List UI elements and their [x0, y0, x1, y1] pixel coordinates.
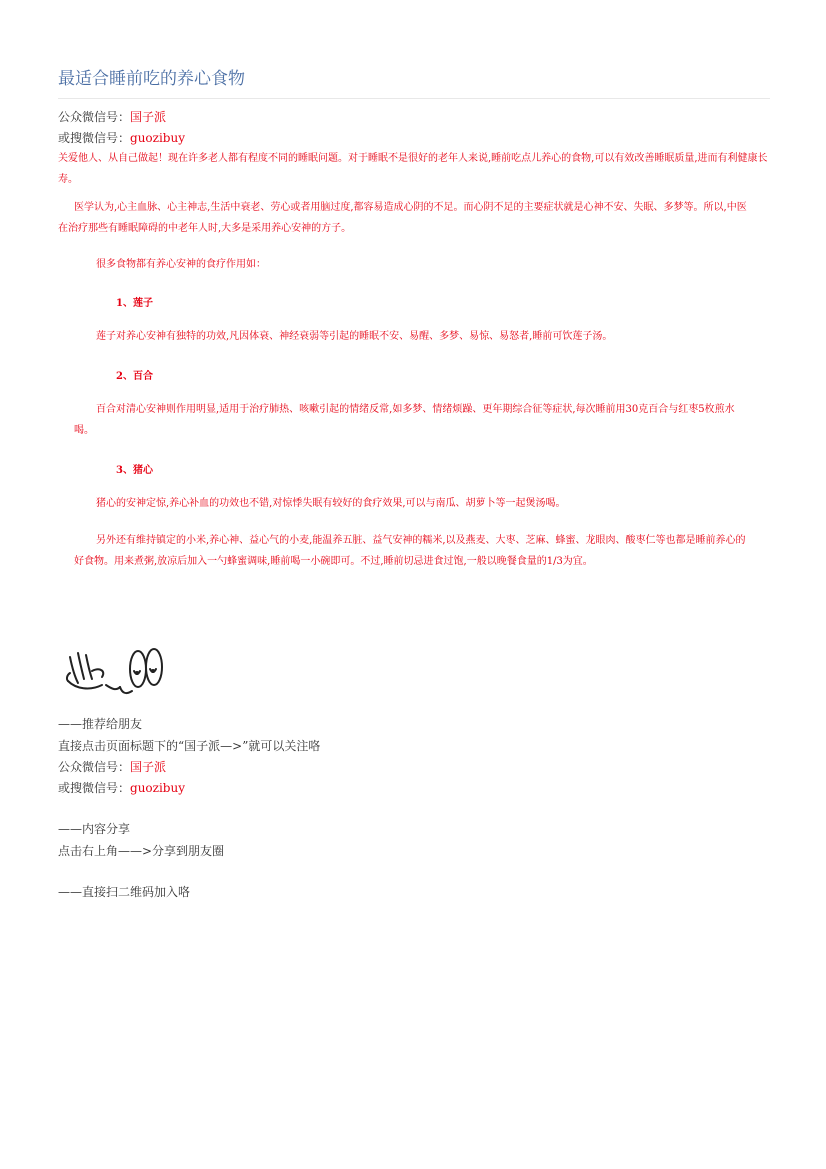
heading-lily: 2、百合 — [116, 371, 153, 382]
hand-logo-image — [62, 645, 166, 703]
paragraph-pig-heart: 猪心的安神定惊,养心补血的功效也不错,对惊悸失眠有较好的食疗效果,可以与南瓜、胡萝卜等一起煲汤喝。 — [96, 498, 566, 509]
footer-wechat-label: 公众微信号： — [58, 760, 131, 774]
page-title: 最适合睡前吃的养心食物 — [58, 69, 245, 89]
footer-wechat-link[interactable]: 国子派 — [130, 760, 167, 774]
follow-instruction: 直接点击页面标题下的“国子派—>”就可以关注咯 — [58, 739, 321, 753]
wechat-label: 公众微信号： — [58, 110, 131, 124]
share-instruction: 点击右上角——>分享到朋友圈 — [58, 844, 225, 858]
intro-paragraph: 关爱他人、从自己做起！现在许多老人都有程度不同的睡眠问题。对于睡眠不是很好的老年人来说,睡前吃点儿养心的食物,可以有效改善睡眠质量,进而有利健康长寿。 — [58, 153, 768, 185]
wechat-line — [58, 109, 166, 125]
footer-search-label: 或搜微信号： — [58, 781, 131, 795]
scan-qr-heading: ——直接扫二维码加入咯 — [58, 885, 191, 899]
heading-pig-heart: 3、猪心 — [116, 465, 153, 476]
search-value: guozibuy — [130, 131, 185, 145]
footer-search-value: guozibuy — [130, 781, 185, 795]
search-line — [58, 130, 185, 146]
search-label: 或搜微信号： — [58, 131, 131, 145]
recommend-heading: ——推荐给朋友 — [58, 717, 143, 731]
heading-lotus-seed: 1、莲子 — [116, 298, 153, 309]
footer-search-line — [58, 780, 185, 796]
footer-wechat-line — [58, 759, 166, 775]
paragraph-intro-foods: 很多食物都有养心安神的食疗作用如： — [96, 259, 266, 270]
paragraph-final: 另外还有维持镇定的小米,养心神、益心气的小麦,能温养五脏、益气安神的糯米,以及燕麦、大枣、芝麻、蜂蜜、龙眼肉、酸枣仁等也都是睡前养心的好食物。用来煮粥,放凉后加入一勺蜂蜜调味,睡前喝一小碗即可。不过,睡前切忌进食过饱,一般以晚餐食量的1/3为宜。 — [74, 535, 746, 567]
title-divider — [58, 98, 770, 99]
wechat-link[interactable]: 国子派 — [130, 110, 167, 124]
paragraph-lotus-seed: 莲子对养心安神有独特的功效,凡因体衰、神经衰弱等引起的睡眠不安、易醒、多梦、易惊、易怒者,睡前可饮莲子汤。 — [96, 331, 613, 342]
paragraph-medicine: 医学认为,心主血脉、心主神志,生活中衰老、劳心或者用脑过度,都容易造成心阴的不足。而心阴不足的主要症状就是心神不安、失眠、多梦等。所以,中医在治疗那些有睡眠障碍的中老年人时,大多是采用养心安神的方子。 — [58, 202, 747, 234]
paragraph-lily: 百合对清心安神则作用明显,适用于治疗肺热、咳嗽引起的情绪反常,如多梦、情绪烦躁、更年期综合征等症状,每次睡前用30克百合与红枣5枚煎水喝。 — [74, 404, 735, 436]
share-heading: ——内容分享 — [58, 822, 131, 836]
